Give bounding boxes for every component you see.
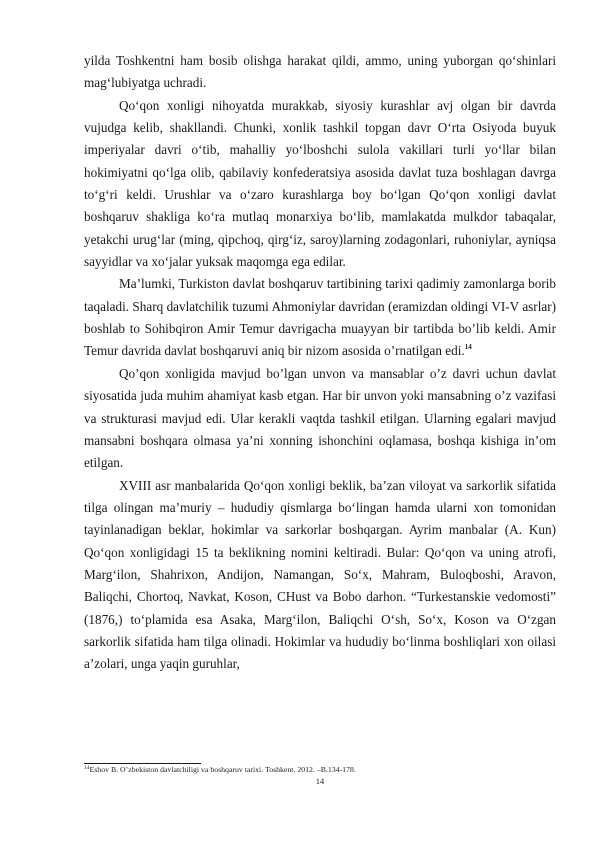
page-number: 14 xyxy=(315,776,325,786)
footnote-text: Eshov B. O’zbekiston davlatchiligi va boshqaruv tarixi. Toshkent. 2012. –B.134-178. xyxy=(89,765,356,774)
footnote-number: 14 xyxy=(84,765,90,771)
paragraph-3-text: Ma’lumki, Turkiston davlat boshqaruv tartibining tarixi qadimiy zamonlarga borib taqaladi. Sharq davlatchilik tuzumi Ahmoniylar davridan (eramizdan oldingi VI-V asrlar) boshlab to Sohibqiron Amir Temur davrigacha muayyan bir tartibda bo’lib keldi. Amir Temur davrida davlat boshqaruvi aniq bir nizom asosida o’rnatilgan edi. xyxy=(84,276,556,359)
paragraph-1: yilda Toshkentni ham bosib olishga harakat qildi, ammo, uning yuborgan qo‘shinlari mag‘lubiyatga uchradi. xyxy=(84,53,556,91)
footnote-reference: 14 xyxy=(464,343,472,352)
document-page xyxy=(84,0,556,842)
paragraph-4: Qo’qon xonligida mavjud bo’lgan unvon va mansablar o’z davri uchun davlat siyosatida juda muhim ahamiyat kasb etgan. Har bir unvon yoki mansabning o’z vazifasi va strukturasi mavjud edi. Ular kerakli vaqtda tashkil etilgan. Ularning egalari mavjud mansabni boshqara olmasa ya’ni xonning ishonchini oqlamasa, boshqa kishiga in’om etilgan. xyxy=(84,365,556,471)
paragraph-2: Qo‘qon xonligi nihoyatda murakkab, siyosiy kurashlar avj olgan bir davrda vujudga kelib, shakllandi. Chunki, xonlik tashkil topgan davr O‘rta Osiyoda buyuk imperiyalar davri o‘tib, mahalliy yo‘lboshchi sulola vakillari turli yo‘llar bilan hokimiyatni qo‘lga olib, qabilaviy konfederatsiya asosida davlat tuza boshlagan davrga to‘g‘ri keldi. Urushlar va o‘zaro kurashlarga boy bo‘lgan Qo‘qon xonligi davlat boshqaruv shakliga ko‘ra mutlaq monarxiya bo‘lib, mamlakatda mulkdor tabaqalar, yetakchi urug‘lar (ming, qipchoq, qirg‘iz, saroy)larning zodagonlari, ruhoniylar, ayniqsa sayyidlar va xo‘jalar yuksak maqomga ega edilar. xyxy=(84,97,556,270)
paragraph-3 xyxy=(84,273,556,362)
paragraph-5: XVIII asr manbalarida Qo‘qon xonligi beklik, ba’zan viloyat va sarkorlik sifatida tilga olingan ma’muriy – hududiy qismlarga bo‘lingan hamda ularni xon tomonidan tayinlanadigan beklar, hokimlar va sarkorlar boshqargan. Ayrim manbalar (A. Kun) Qo‘qon xonligidagi 15 ta beklikning nomini keltiradi. Bular: Qo‘qon va uning atrofi, Marg‘ilon, Shahrixon, Andijon, Namangan, So‘x, Mahram, Buloqboshi, Aravon, Baliqchi, Chortoq, Navkat, Koson, CHust va Bobo darhon. “Turkestanskie vedomosti” (1876,) to‘plamida esa Asaka, Marg‘ilon, Baliqchi O‘sh, So‘x, Koson va O‘zgan sarkorlik sifatida ham tilga olinadi. Hokimlar va hududiy bo‘linma boshliqlari xon oilasi a’zolari, unga yaqin guruhlar, xyxy=(84,477,556,672)
footnote-divider xyxy=(84,763,201,764)
body-text xyxy=(84,50,556,676)
footnote xyxy=(84,765,356,775)
